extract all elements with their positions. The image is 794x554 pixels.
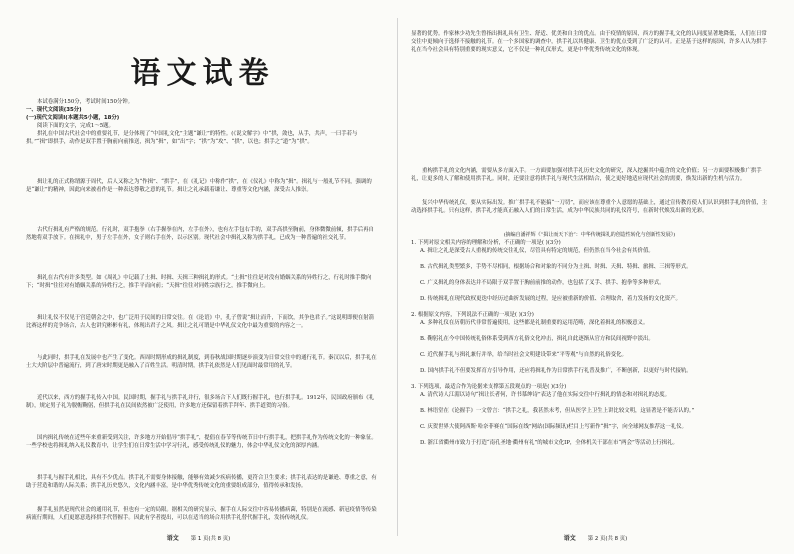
option-c: C. 广义揖礼的身体表达并不局限于双手置于胸前前推的动作，也包括了叉手、拱手、抱拳等多种形式。 (420, 280, 665, 287)
passage-paragraph: 拱礼在中国古代社会中的重要礼节，是分体现了“中国礼文化”主题“谦让”的特性。(《说文解字》中“拱，敛也，从手，共声，一曰手若与拱。”“揖”即拱手，动作是双手置于胸前向前推送，揖为“揖”，如“出”字；“拱”为“攻”、“拱”，以也；拱手之“道”为“拱”。 (26, 131, 358, 146)
passage-paragraph: 复兴中华传统礼仪，要从实际出发。推广拱手礼不能搞“一刀切”，而应该在尊重个人意愿的基础上，通过宣传教育使人们认识到拱手礼的价值，主动选择拱手礼。只有这样，拱手礼才能真正融入人们的日常生活，成为中华民族共同的礼仪符号，在新时代焕发出新的光彩。 (411, 200, 768, 215)
page-footer (0, 533, 397, 542)
passage-paragraph: 古代行揖礼有严格的规范。行礼时，双手抱拳（右手握拳在内，左手在外），也有左手包右手的，双手高拱至胸前，身体微微前倾，拱手后再自然地将双手放下。在揖礼中，男子左手在外，女子则右手在外，以示区别。现代社会中揖礼又称为拱手礼，已成为一种普遍的社交礼节。 (26, 227, 374, 242)
option-d: D. 浙江省衢州市致力于打造“南孔圣地·衢州有礼”的城市文化IP，全体机关干部在市“两会”等活动上行揖礼。 (420, 440, 678, 447)
question-stem: 1. 下列对原文相关内容的理解和分析，不正确的一项是( )(3分) (411, 240, 561, 247)
option-d: D. 传统揖礼在现代政权更迭中经历过曲折发展的过程，是应被重新的价值、合理取舍，着力发扬的文化资产。 (420, 296, 681, 303)
passage-paragraph: 揖让礼的正式称谓源于周代，后人又称之为“作揖”、“拱手”，在《礼记》中称作“拱”，在《仪礼》中称为“揖”。揖礼与一般礼节不同，强调的是“谦让”的精神，因此向来被看作是一种表达尊敬之意的礼节。揖让之礼承载着谦让、尊重等文化内涵，深受古人推崇。 (26, 179, 372, 194)
passage-paragraph: 国内揖礼传统在近些年来重新受到关注，许多地方开始倡导“拱手礼”，提倡在春节等传统节日中行拱手礼，把拱手礼作为传统文化的一种象征。一些学校也将揖礼纳入礼仪教育中，让学生们在日常生活中学习行礼，感受传统礼仪的魅力，体会中华礼仪文化的深厚内涵。 (26, 435, 377, 450)
footer-page-number: 第 2 页(共 8 页) (587, 536, 628, 542)
footer-subject: 语文 (563, 535, 576, 542)
passage-paragraph: 揖让礼仪不仅见于宫廷朝会之中，也广泛用于民间的日常交往。在《论语》中，孔子曾说“揖让而升，下而饮，其争也君子。”这说明即便在射箭比赛这样的竞争场合，古人也讲究彬彬有礼，体现出君子之风。揖让之礼可谓是中华礼仪文化中最为重要的内容之一。 (26, 315, 375, 330)
footer-subject: 语文 (166, 535, 179, 542)
exam-title: 语文试卷 (130, 56, 275, 91)
exam-info: 本试卷满分150分，考试时间150分钟。 (37, 99, 134, 105)
option-c: C. 庆贺世界大使阿西斯·哈奈菲赛在“国际在线”网站(国际频讯)栏目上写新作“揖”字，向全球网友推荐这一礼仪。 (420, 424, 687, 431)
passage-paragraph: 重构拱手礼的文化内涵，需要从多方面入手。一方面要加强对拱手礼历史文化的研究，深入挖掘其中蕴含的文化价值；另一方面要积极推广拱手礼，让更多的人了解和使用拱手礼。同时，还要注意将拱手礼与现代生活相结合，使之更好地适应现代社会的需要，焕发出新的生机与活力。 (411, 168, 762, 183)
option-b: B. 古代揖礼类型繁多，手势不尽相同，根据场合和对象的不同分为土揖、时揖、天揖、特揖、旅揖、三揖等形式。 (420, 264, 692, 271)
passage-source: (摘编自潘祥辉《“揖让而天下治”：中华传统揖礼的创造性转化与创新性发展》) (503, 232, 676, 238)
option-b: B. 林语堂在《论握手》一文曾言：“拱手之礼，我甚然未考，但从医学上卫生上讲比较文明，这显著是不能否认的。” (420, 408, 695, 415)
option-a: A. 揖让之礼是深受古人重视的传统交往礼仪，尽管具有特定的规范，但仍然在当今社会有其价值。 (420, 248, 654, 255)
option-d: D. 国内拱手礼不但要发挥育方引导作用，还应将揖礼作为日常拱手行礼普及推广，不断创新，以更好与时代接轨。 (420, 368, 692, 375)
page-2 (397, 0, 794, 554)
passage-paragraph: 揖礼在古代有许多类型。如《周礼》中记载了土揖、时揖、天揖三种揖礼的形式。“土揖”往往是对没有婚姻关系的异姓行之，行礼时推手微向下；“时揖”往往对有婚姻关系的异姓行之，推手平而向前；“天揖”往往对同姓宗族行之，推手微向上。 (26, 275, 372, 290)
option-b: B. 鞠躬礼在今中国传统礼俗体系受到西方礼俗文化冲击，揖礼自此逐渐从官方和民间视野中淡出。 (420, 336, 654, 343)
passage-block (26, 130, 379, 530)
question-2 (411, 311, 768, 383)
passage-paragraph: 与此同时，拱手礼在发展中也产生了变化。西周时期形成的揖礼制度，到春秋战国时期逐步演变为日常交往中的通行礼节。秦汉以后，拱手礼在士大夫阶层中普遍流行，到了唐宋时期更是融入了百姓生活。明清时期，拱手礼依然是人们见面时最常用的礼节。 (26, 355, 377, 370)
passage-paragraph: 拱手礼与握手礼相比，具有不少优点。拱手礼不需要身体接触，能够有效减少疾病传播，更符合卫生要求；拱手礼表达的是谦逊、尊重之意，有助于营造和谐的人际关系；拱手礼历史悠久，文化内涵丰富，是中华优秀传统文化的重要组成部分，值得传承和发扬。 (26, 475, 377, 490)
passage-paragraph: 近代以来，西方的握手礼传入中国。民国时期，握手礼与拱手礼并行，很多场合下人们既行握手礼，也行拱手礼。1912年，民国政府颁布《礼制》，规定男子礼为脱帽鞠躬，但拱手礼在民间依然被广泛使用，许多地方还保留着拱手拜年、拱手道贺的习俗。 (26, 395, 375, 410)
option-a: A. 多种礼仪在历朝历代非常普遍使用，这些都是礼制重要的运用范畴，深化着揖礼的积极意义。 (420, 320, 649, 327)
question-stem: 2. 根据原文内容，下列说法不正确的一项是( )(3分) (411, 312, 534, 319)
subsection-heading: (一)现代文阅读Ⅰ(本题共5小题，18分) (26, 115, 120, 122)
footer-page-number: 第 1 页(共 8 页) (190, 536, 231, 542)
option-a: A. 清代诗人江湄以诗句“揖让长者何，许书慕绅诗”表达了他在实际交往中行揖礼的情态和对揖礼的态度。 (420, 392, 671, 399)
option-c: C. 近代握手礼与揖礼兼行并举，给当时社会文明建设带来“平等观”与自然的礼俗变化。 (420, 352, 627, 359)
page-footer (397, 533, 794, 542)
passage-paragraph: 握手礼虽然是现代社会的通用礼节，但也有一定的局限。据相关的研究显示，握手在人际交往中容易传播病菌，特别是在流感、新冠疫情等传染病流行期间，人们更愿意选择拱手代替握手。因此有学者提出，可以在适当的场合用拱手礼替代握手礼，发扬传统礼仪。 (26, 507, 377, 522)
section-heading: 一、现代文阅读(35分) (26, 107, 82, 114)
passage-continued (411, 30, 768, 239)
passage-paragraph: 显著的优势。作家林少功先生曾指出揖礼具有卫生、舒适、优美和自主的优点。由于疫情的原因，西方的握手礼文化的认同度显著地降低，人们在日常交往中更倾向于选择不接触的礼节。在一个多国家的调查中，拱手礼以其健康、卫生的优点受到了广泛的认可。正是基于这样的原因，许多人认为拱手礼在当今社会具有特别重要的现实意义，它不仅是一种礼仪形式，更是中华优秀传统文化的体现。 (411, 31, 767, 54)
reading-instruction: 阅读下面的文字，完成1～5题。 (37, 123, 114, 130)
question-stem: 3. 下列选项，最适合作为论据来支撑第五段观点的一项是( )(3分) (411, 384, 567, 391)
question-3 (411, 383, 768, 455)
question-1 (411, 239, 768, 311)
